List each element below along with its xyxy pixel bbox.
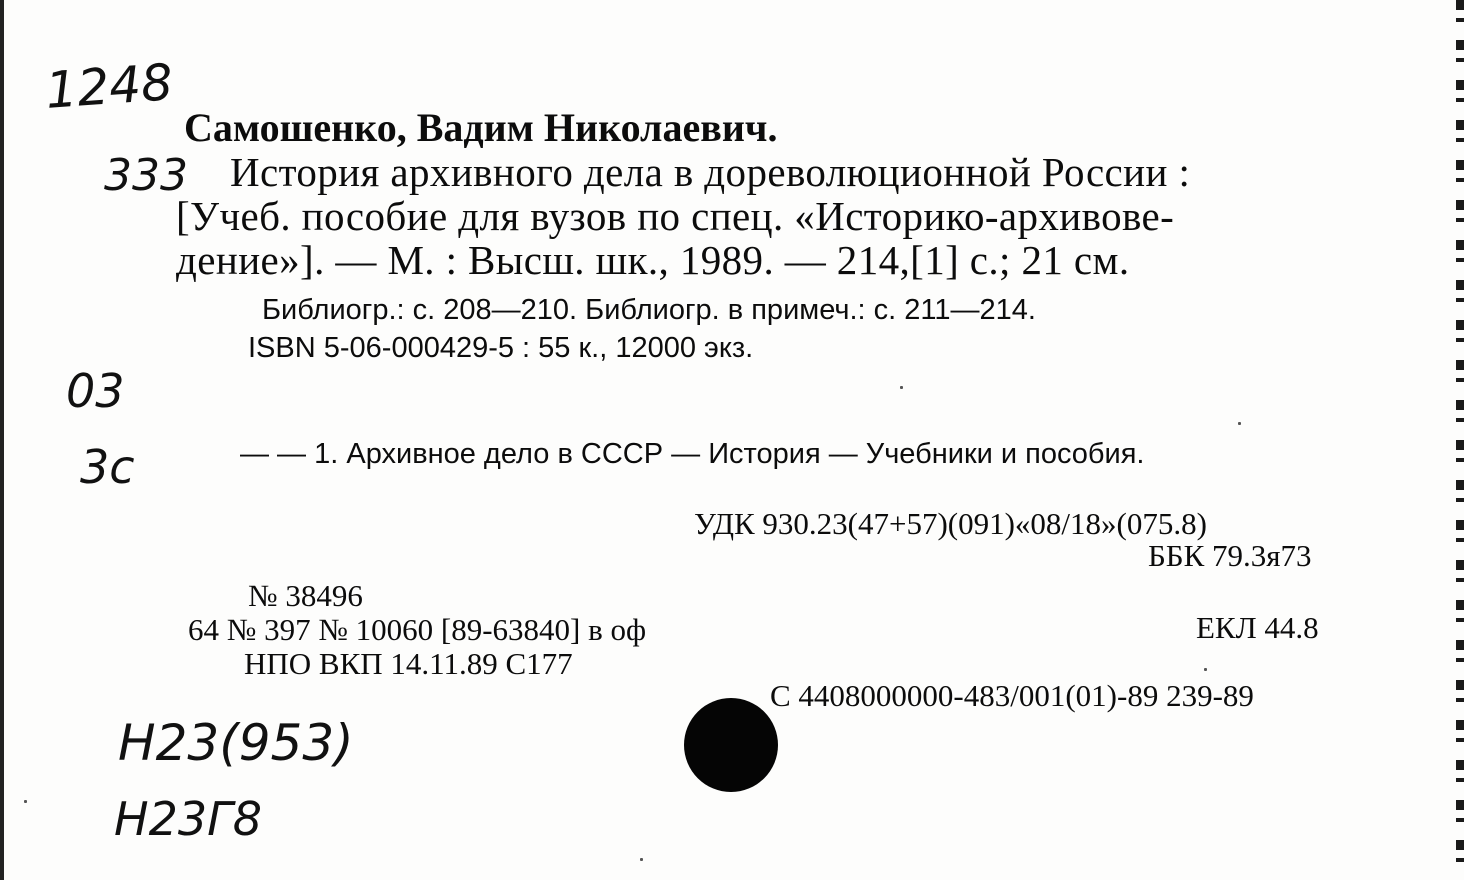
punch-hole xyxy=(684,698,778,792)
print-number: № 38496 xyxy=(248,578,363,613)
npo-line: НПО ВКП 14.11.89 С177 xyxy=(244,646,573,681)
author-heading: Самошенко, Вадим Николаевич. xyxy=(184,105,778,150)
scan-speck xyxy=(1204,668,1207,671)
title-line-2: [Учеб. пособие для вузов по спец. «Историко-архивове- xyxy=(176,193,1175,239)
title-line-1: История архивного дела в дореволюционной России : xyxy=(230,149,1191,195)
card-right-edge xyxy=(1456,0,1464,880)
scan-speck xyxy=(900,386,903,389)
print-order-line: 64 № 397 № 10060 [89-63840] в оф xyxy=(188,612,647,647)
card-left-edge xyxy=(0,0,4,880)
bbk-code: ББК 79.3я73 xyxy=(1148,538,1312,573)
ekl-code: ЕКЛ 44.8 xyxy=(1196,610,1319,645)
scan-speck xyxy=(640,858,643,861)
handwritten-shelf-number: 1248 xyxy=(43,53,175,120)
scan-speck xyxy=(24,800,27,803)
scan-speck xyxy=(1238,422,1241,425)
handwritten-mark-3c: 3c xyxy=(80,440,135,494)
handwritten-code-1: H23(953) xyxy=(118,714,354,772)
handwritten-mark-03: 03 xyxy=(66,364,125,418)
handwritten-shelf-code: 333 xyxy=(104,150,188,201)
handwritten-code-2: H23Г8 xyxy=(114,792,263,846)
bibliography-note: Библиогр.: с. 208—210. Библиогр. в примеч.: с. 211—214. xyxy=(262,294,1036,326)
catalog-code: С 4408000000-483/001(01)-89 239-89 xyxy=(770,678,1254,713)
title-line-3: дение»]. — М. : Высш. шк., 1989. — 214,[1] с.; 21 см. xyxy=(176,237,1130,283)
isbn-line: ISBN 5-06-000429-5 : 55 к., 12000 экз. xyxy=(248,332,754,364)
udk-code: УДК 930.23(47+57)(091)«08/18»(075.8) xyxy=(694,506,1207,541)
subject-heading: — — 1. Архивное дело в СССР — История — Учебники и пособия. xyxy=(240,438,1145,470)
